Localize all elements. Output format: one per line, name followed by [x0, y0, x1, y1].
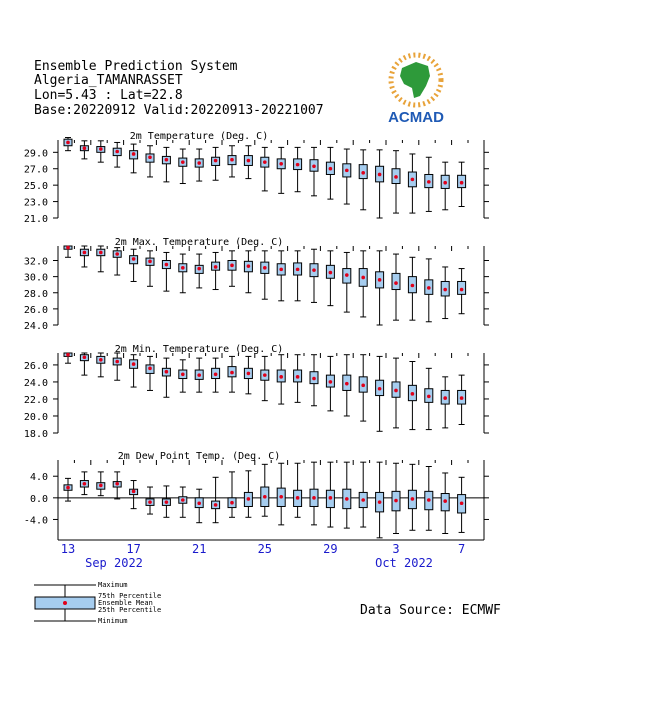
chart-title: Ensemble Prediction System	[34, 59, 238, 74]
mean-marker	[214, 372, 218, 376]
mean-marker	[197, 267, 201, 271]
legend-p75: 75th Percentile	[98, 592, 162, 600]
mean-marker	[263, 160, 267, 164]
y-tick-label: 22.0	[23, 394, 48, 406]
legend-box	[34, 584, 96, 624]
mean-marker	[296, 268, 300, 272]
mean-marker	[197, 161, 201, 165]
mean-marker	[460, 396, 464, 400]
mean-marker	[148, 260, 152, 264]
data-source: Data Source: ECMWF	[360, 603, 501, 618]
mean-marker	[132, 152, 136, 156]
base-valid-dates: Base:20220912 Valid:20220913-20221007	[34, 103, 324, 118]
mean-marker	[115, 252, 119, 256]
mean-marker	[345, 169, 349, 173]
x-tick-label: 7	[457, 542, 466, 556]
mean-marker	[214, 503, 218, 507]
mean-marker	[460, 501, 464, 505]
mean-marker	[312, 164, 316, 168]
x-tick-label: 3	[392, 542, 400, 556]
mean-marker	[411, 284, 415, 288]
mean-marker	[378, 278, 382, 282]
logo-text: ACMAD	[388, 109, 444, 126]
mean-marker	[115, 360, 119, 364]
mean-marker	[279, 162, 283, 166]
mean-marker	[361, 498, 365, 502]
legend-p25: 25th Percentile	[98, 606, 162, 614]
legend-max: Maximum	[98, 581, 128, 589]
panel-title: 2m Min. Temperature (Deg. C)	[114, 344, 284, 355]
y-tick-label: 29.0	[23, 148, 48, 160]
x-month-label: Sep 2022	[85, 556, 143, 570]
x-month-label: Oct 2022	[375, 556, 433, 570]
mean-marker	[197, 501, 201, 505]
mean-marker	[247, 159, 251, 163]
mean-marker	[214, 159, 218, 163]
mean-marker	[443, 499, 447, 503]
y-tick-label: 25.0	[23, 181, 48, 193]
mean-marker	[165, 500, 169, 504]
mean-marker	[99, 147, 103, 151]
mean-marker	[411, 497, 415, 501]
mean-marker	[296, 375, 300, 379]
mean-marker	[230, 158, 234, 162]
mean-marker	[132, 257, 136, 261]
mean-marker	[165, 158, 169, 162]
mean-marker	[279, 268, 283, 272]
mean-marker	[66, 486, 70, 490]
y-tick-label: 26.0	[23, 360, 48, 372]
mean-marker	[411, 178, 415, 182]
mean-marker	[181, 266, 185, 270]
mean-marker	[99, 484, 103, 488]
mean-marker	[279, 495, 283, 499]
mean-marker	[329, 167, 333, 171]
mean-marker	[247, 497, 251, 501]
x-tick-label: 21	[191, 542, 207, 556]
mean-marker	[312, 377, 316, 381]
mean-marker	[427, 498, 431, 502]
mean-marker	[312, 268, 316, 272]
mean-marker	[329, 271, 333, 275]
legend-mean: Ensemble Mean	[98, 599, 153, 607]
mean-marker	[378, 387, 382, 391]
legend-min: Minimum	[98, 617, 128, 625]
mean-marker	[296, 496, 300, 500]
mean-marker	[132, 490, 136, 494]
x-tick-label: 17	[126, 542, 141, 556]
mean-marker	[230, 371, 234, 375]
y-tick-label: 20.0	[23, 411, 48, 423]
mean-marker	[443, 288, 447, 292]
mean-marker	[165, 370, 169, 374]
mean-marker	[83, 482, 87, 486]
panel-title: 2m Dew Point Temp. (Deg. C)	[117, 451, 281, 462]
y-tick-label: 27.0	[23, 164, 48, 176]
mean-marker	[99, 358, 103, 362]
mean-marker	[214, 265, 218, 269]
mean-marker	[361, 171, 365, 175]
mean-marker	[443, 396, 447, 400]
mean-marker	[345, 273, 349, 277]
mean-marker	[247, 372, 251, 376]
mean-marker	[427, 180, 431, 184]
mean-marker	[443, 181, 447, 185]
mean-marker	[66, 141, 70, 145]
mean-marker	[181, 160, 185, 164]
mean-marker	[460, 288, 464, 292]
x-tick-label: 13	[60, 542, 76, 556]
station-name: Algeria_TAMANRASSET	[34, 73, 183, 88]
y-tick-label: -4.0	[23, 515, 48, 527]
mean-marker	[148, 155, 152, 159]
mean-marker	[296, 163, 300, 167]
mean-marker	[279, 375, 283, 379]
mean-marker	[329, 496, 333, 500]
panel-title: 2m Max. Temperature (Deg. C)	[114, 237, 284, 248]
mean-marker	[132, 362, 136, 366]
mean-marker	[361, 276, 365, 280]
mean-marker	[394, 389, 398, 393]
mean-marker	[66, 353, 70, 357]
y-tick-label: 30.0	[23, 272, 48, 284]
y-tick-label: 4.0	[29, 472, 48, 484]
x-tick-label: 29	[323, 542, 338, 556]
mean-marker	[230, 501, 234, 505]
mean-marker	[148, 367, 152, 371]
mean-marker	[83, 251, 87, 255]
mean-marker	[247, 264, 251, 268]
mean-marker	[165, 263, 169, 267]
mean-marker	[378, 173, 382, 177]
mean-marker	[394, 175, 398, 179]
station-coords: Lon=5.43 : Lat=22.8	[34, 88, 183, 103]
mean-marker	[411, 392, 415, 396]
y-tick-label: 26.0	[23, 304, 48, 316]
mean-marker	[148, 500, 152, 504]
mean-marker	[361, 384, 365, 388]
y-tick-label: 0.0	[29, 493, 48, 505]
mean-marker	[83, 355, 87, 359]
y-tick-label: 28.0	[23, 288, 48, 300]
mean-marker	[181, 498, 185, 502]
mean-marker	[83, 146, 87, 150]
mean-marker	[115, 482, 119, 486]
mean-marker	[263, 495, 267, 499]
y-tick-label: 32.0	[23, 256, 48, 268]
mean-marker	[427, 286, 431, 290]
mean-marker	[345, 497, 349, 501]
mean-marker	[460, 181, 464, 185]
mean-marker	[230, 264, 234, 268]
y-tick-label: 18.0	[23, 429, 48, 440]
y-tick-label: 24.0	[23, 377, 48, 389]
mean-marker	[345, 382, 349, 386]
y-tick-label: 21.0	[23, 214, 48, 225]
mean-marker	[394, 281, 398, 285]
mean-marker	[99, 251, 103, 255]
mean-marker	[378, 500, 382, 504]
mean-marker	[197, 373, 201, 377]
y-tick-label: 23.0	[23, 197, 48, 209]
mean-marker	[427, 395, 431, 399]
x-tick-label: 25	[257, 542, 273, 556]
mean-marker	[329, 380, 333, 384]
mean-marker	[66, 246, 70, 250]
mean-marker	[263, 373, 267, 377]
panel-title: 2m Temperature (Deg. C)	[129, 131, 269, 142]
y-tick-label: 24.0	[23, 321, 48, 332]
mean-marker	[263, 266, 267, 270]
mean-marker	[394, 499, 398, 503]
mean-marker	[312, 496, 316, 500]
mean-marker	[181, 372, 185, 376]
mean-marker	[115, 150, 119, 154]
